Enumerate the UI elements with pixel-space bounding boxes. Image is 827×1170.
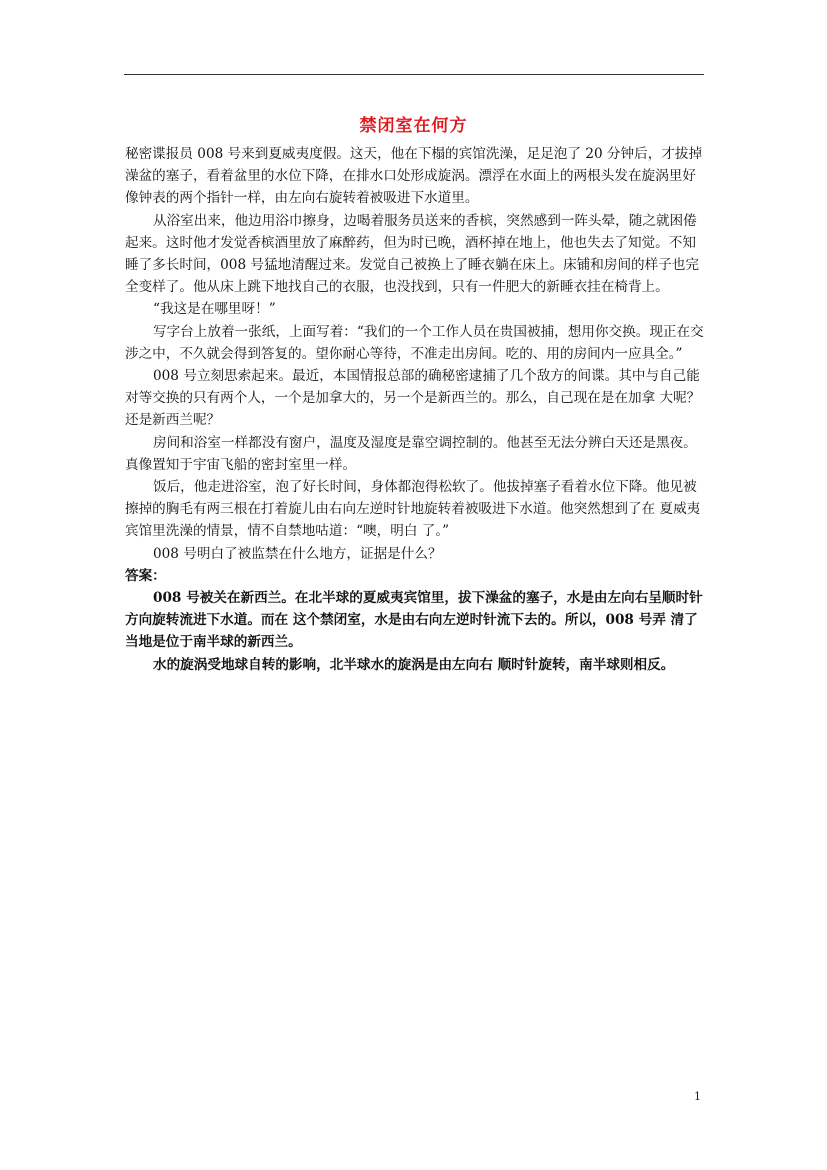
paragraph: 写字台上放着一张纸，上面写着：“我们的一个工作人员在贵国被捕，想用你交换。现正在交涉之中，不久就会得到答复的。望你耐心等待，不准走出房间。吃的、用的房间内一应具全。” bbox=[125, 323, 704, 362]
paragraph: 秘密谍报员 008 号来到夏威夷度假。这天，他在下榻的宾馆洗澡，足足泡了 20 分钟后，才拔掉澡盆的塞子，看着盆里的水位下降，在排水口处形成旋涡。漂浮在水面上的两根头发在旋涡里好像钟表的两个指针一样，由左向右旋转着被吸进下水道里。 bbox=[125, 146, 703, 207]
answer-section bbox=[125, 587, 707, 676]
paragraph: 房间和浴室一样都没有窗户，温度及湿度是靠空调控制的。他甚至无法分辨白天还是黑夜。真像置知于宇宙飞船的密封室里一样。 bbox=[125, 434, 697, 473]
document-body bbox=[125, 143, 707, 676]
paragraph: “我这是在哪里呀！” bbox=[153, 301, 276, 318]
header-rule bbox=[124, 74, 704, 75]
paragraph: 008 号立刻思索起来。最近，本国情报总部的确秘密逮捕了几个敌方的间谍。其中与自己能对等交换的只有两个人，一个是加拿大的，另一个是新西兰的。那么，自己现在是在加拿 大呢？还是新西兰呢？ bbox=[125, 368, 701, 429]
answer-paragraph: 水的旋涡受地球自转的影响，北半球水的旋涡是由左向右 顺时针旋转，南半球则相反。 bbox=[153, 656, 675, 673]
page-number: 1 bbox=[694, 1090, 701, 1103]
paragraph: 饭后，他走进浴室，泡了好长时间，身体都泡得松软了。他拔掉塞子看着水位下降。他见被擦掉的胸毛有两三根在打着旋儿由右向左逆时针地旋转着被吸进下水道。他突然想到了在 夏威夷宾馆里洗澡的情景，情不自禁地咕道：“噢，明白 了。” bbox=[125, 479, 701, 540]
page-title: 禁闭室在何方 bbox=[359, 116, 468, 136]
answer-label: 答案： bbox=[125, 567, 166, 584]
paragraph: 从浴室出来，他边用浴巾擦身，边喝着服务员送来的香槟，突然感到一阵头晕，随之就困倦起来。这时他才发觉香槟酒里放了麻醉药，但为时已晚，酒杯掉在地上，他也失去了知觉。不知睡了多长时间，008 号猛地清醒过来。发觉自己被换上了睡衣躺在床上。床铺和房间的样子也完全变样了。他从床上跳下地找自己的衣服，也没找到，只有一件肥大的新睡衣挂在椅背上。 bbox=[125, 212, 700, 296]
paragraph: 008 号明白了被监禁在什么地方，证据是什么？ bbox=[153, 545, 442, 562]
answer-paragraph: 008 号被关在新西兰。在北半球的夏威夷宾馆里，拔下澡盆的塞子，水是由左向右呈顺时针方向旋转流进下水道。而在 这个禁闭室，水是由右向左逆时针流下去的。所以，008 号弄 清了当地是位于南半球的新西兰。 bbox=[125, 590, 703, 651]
